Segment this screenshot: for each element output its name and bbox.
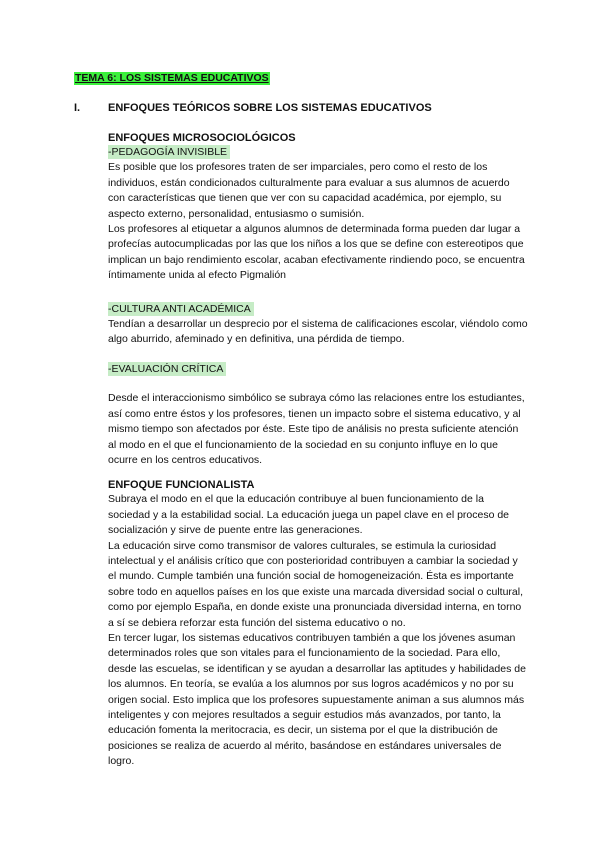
section-number: I. [74, 102, 81, 114]
cultura-label: -CULTURA ANTI ACADÉMICA [108, 302, 254, 316]
cultura-paragraph-1: Tendían a desarrollar un desprecio por el sistema de calificaciones escolar, viéndolo como algo aburrido, afeminado y en definitiva, una pérdida de tiempo. [108, 318, 528, 346]
pedagogia-label: -PEDAGOGÍA INVISIBLE [108, 145, 230, 159]
section-title: ENFOQUES TEÓRICOS SOBRE LOS SISTEMAS EDUCATIVOS [108, 102, 432, 114]
document-title: TEMA 6: LOS SISTEMAS EDUCATIVOS [75, 72, 269, 84]
evaluacion-label: -EVALUACIÓN CRÍTICA [108, 362, 226, 376]
funcionalista-heading: ENFOQUE FUNCIONALISTA [108, 479, 255, 492]
document-body [108, 131, 528, 770]
micro-heading: ENFOQUES MICROSOCIOLÓGICOS [108, 132, 296, 144]
funcionalista-paragraph-2: La educación sirve como transmisor de valores culturales, se estimula la curiosidad intelectual y el análisis crítico que con posterioridad contribuyen a cambiar la sociedad y el mundo. Cumple también una función social de homogeneización. Ésta es importante sobre todo en aquellos países en los que existe una marcada diversidad social o cultural, como por ejemplo España, en donde existe una pronunciada diversidad interna, en torno a sí se debiera reforzar esta función del sistema educativo o no. [108, 539, 524, 629]
funcionalista-paragraph-3: En tercer lugar, los sistemas educativos contribuyen también a que los jóvenes asuman determinados roles que son vitales para el funcionamiento de la sociedad. Para ello, desde las escuelas, se identifican y se ayudan a desarrollar las aptitudes y habilidades de los alumnos. En teoría, se evalúa a los alumnos por sus logros académicos y no por su origen social. Esto implica que los profesores supuestamente animan a sus alumnos más inteligentes y con mejores resultados a seguir estudios más avanzados, por tanto, la educación fomenta la meritocracia, es decir, un sistema por el que la distribución de posiciones se realiza de acuerdo al mérito, basándose en estándares universales de logro. [108, 631, 526, 768]
pedagogia-paragraph-1: Es posible que los profesores traten de ser imparciales, pero como el resto de los individuos, están condicionados culturalmente para evaluar a sus alumnos de acuerdo con características que tienen que ver con su capacidad académica, por ejemplo, su aspecto externo, personalidad, entusiasmo o sumisión. [108, 161, 510, 220]
funcionalista-paragraph-1: Subraya el modo en el que la educación contribuye al buen funcionamiento de la sociedad y a la estabilidad social. La educación juega un papel clave en el proceso de socialización y sirve de puente entre las generaciones. [108, 493, 510, 537]
evaluacion-paragraph-1: Desde el interaccionismo simbólico se subraya cómo las relaciones entre los estudiantes, así como entre éstos y los profesores, tienen un impacto sobre el sistema educativo, y al mismo tiempo son afectados por éste. Este tipo de análisis no presta suficiente atención al modo en el que el funcionamiento de la sociedad en su conjunto influye en lo que ocurre en los centros educativos. [108, 392, 525, 466]
pedagogia-paragraph-2: Los profesores al etiquetar a algunos alumnos de determinada forma pueden dar lugar a profecías autocumplicadas por las que los niños a los que se define con estereotipos que implican un bajo rendimiento escolar, acaban efectivamente rindiendo poco, se encuentra íntimamente unida al efecto Pigmalión [108, 223, 525, 282]
section-heading [74, 101, 544, 115]
